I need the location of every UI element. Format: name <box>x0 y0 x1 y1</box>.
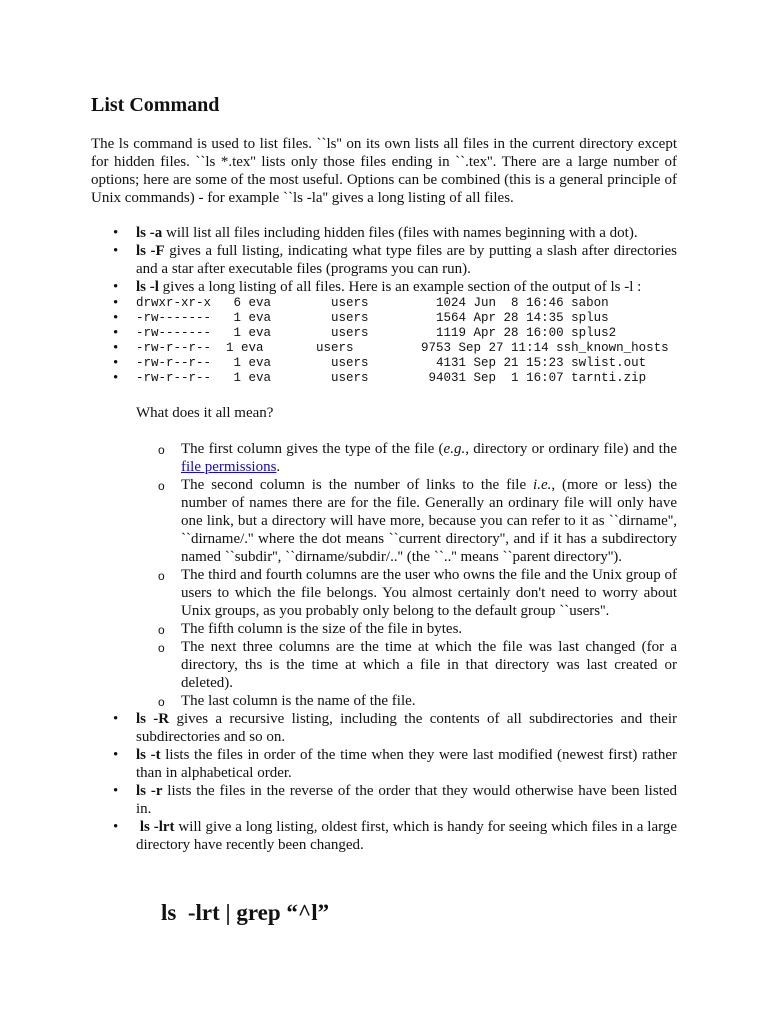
option-description: gives a full listing, indicating what type files are by putting a slash after directories and a star after executable files (programs you can run). <box>136 243 677 277</box>
option-flag: ls -l <box>136 279 159 295</box>
text-span: e.g. <box>443 441 466 457</box>
option-description: gives a recursive listing, including the contents of all subdirectories and their subdirectories and so on. <box>136 711 677 745</box>
meaning-item-col9: o The last column is the name of the file. <box>136 692 677 710</box>
listing-row: • -rw-r--r-- 1 eva users 9753 Sep 27 11:14 ssh_known_hosts <box>136 341 677 356</box>
option-flag: ls -lrt <box>136 819 175 835</box>
command-example: ls -lrt | grep “^l” <box>161 900 330 925</box>
meaning-question: What does it all mean? <box>136 405 274 421</box>
list-item-ls-F <box>91 242 677 278</box>
option-description: lists the files in the reverse of the order that they would otherwise have been listed in. <box>136 783 677 817</box>
list-item-ls-a <box>91 224 677 242</box>
text-span: . <box>276 459 281 475</box>
text-span: , (more or less) the number of names there are for the file. Generally an ordinary file will only have one link, but a directory will have more, because you can refer to it as ``dirname'', ``dirname/.'' where the dot means ``current directory'', and if it has a subdirectory named ``subdir'', ``dirname/subdir/..'' (the ``..'' means ``parent directory''). <box>181 477 677 565</box>
listing-row: • drwxr-xr-x 6 eva users 1024 Jun 8 16:46 sabon <box>136 296 677 311</box>
options-list <box>91 224 677 854</box>
meaning-item-col6: o The next three columns are the time at which the file was last changed (for a directory, ths is the time at which a file in that directory was last created or deleted). <box>136 638 677 692</box>
text-span: , directory or ordinary file) and the <box>465 441 677 457</box>
text-span: The first column gives the type of the file ( <box>181 441 444 457</box>
option-flag: ls -a <box>136 225 163 241</box>
text-span: i.e. <box>533 477 552 493</box>
list-item-ls-R <box>91 710 677 746</box>
option-flag: ls -R <box>136 711 170 727</box>
meaning-item-col1 <box>136 440 677 476</box>
option-description: will give a long listing, oldest first, which is handy for seeing which files in a large directory have recently been changed. <box>136 819 677 853</box>
listing-row: • -rw------- 1 eva users 1119 Apr 28 16:00 splus2 <box>136 326 677 341</box>
option-flag: ls -t <box>136 747 161 763</box>
list-item-ls-t <box>91 746 677 782</box>
meaning-item-col5: o The fifth column is the size of the file in bytes. <box>136 620 677 638</box>
file-permissions-link[interactable]: file permissions <box>181 459 277 475</box>
meaning-item-col3: o The third and fourth columns are the user who owns the file and the Unix group of users to which the file belongs. You almost certainly don't need to worry about Unix groups, as you probably only belong to the default group ``users''. <box>136 566 677 620</box>
option-description: gives a long listing of all files. Here is an example section of the output of ls -l : <box>158 279 642 295</box>
list-item-ls-lrt <box>91 818 677 854</box>
meaning-item-col2 <box>136 476 677 566</box>
option-description: will list all files including hidden files (files with names beginning with a dot). <box>162 225 638 241</box>
option-flag: ls -F <box>136 243 165 259</box>
listing-row: • -rw-r--r-- 1 eva users 4131 Sep 21 15:23 swlist.out <box>136 356 677 371</box>
page-title: List Command <box>91 94 220 116</box>
listing-row: • -rw------- 1 eva users 1564 Apr 28 14:35 splus <box>136 311 677 326</box>
option-flag: ls -r <box>136 783 163 799</box>
meaning-list <box>136 440 677 710</box>
list-item-ls-r <box>91 782 677 818</box>
option-description: lists the files in order of the time when they were last modified (newest first) rather than in alphabetical order. <box>136 747 677 781</box>
listing-container <box>91 296 677 710</box>
listing-row: • -rw-r--r-- 1 eva users 94031 Sep 1 16:07 tarnti.zip <box>136 371 677 386</box>
ls-l-output <box>136 296 677 386</box>
intro-paragraph: The ls command is used to list files. ``ls'' on its own lists all files in the current directory except for hidden files. ``ls *.tex'' lists only those files ending in ``.tex''. There are a large number of options; here are some of the most useful. Options can be combined (this is a general principle of Unix commands) - for example ``ls -la'' gives a long listing of all files. <box>91 136 677 206</box>
text-span: The second column is the number of links to the file <box>181 477 534 493</box>
list-item-ls-l <box>91 278 677 296</box>
